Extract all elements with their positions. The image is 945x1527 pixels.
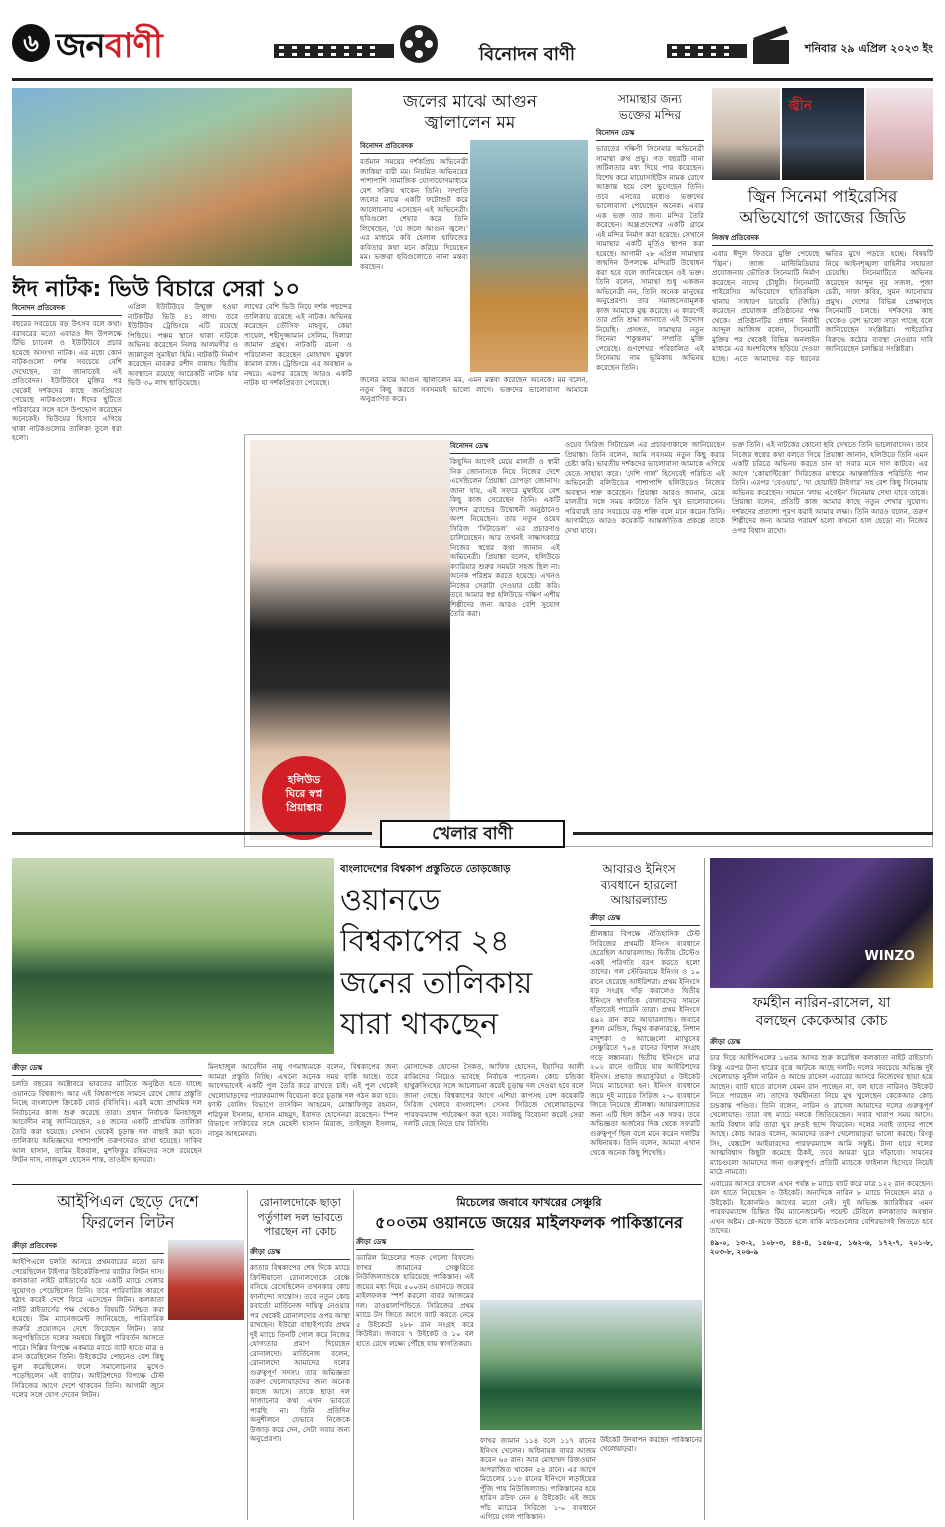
litton-headline bbox=[12, 1192, 244, 1234]
mom-headline-line-2: জ্বালালেন মম bbox=[424, 113, 516, 134]
priyanka-body-col-1: কিছুদিন আগেই মেয়ে মালতী ও স্বামী নিক জোনাসকে নিয়ে নিজের দেশে এসেছিলেন প্রিয়াঙ্কা চোপড়া জোনাস। জানা যায়, এই সফরে মুম্বাইয়ে বেশ কিছু কাজ সেরেছেন তিনি। একটি ফ্যাশন ব্র্যান্ডের উদ্বোধনী অনুষ্ঠানেও অংশ নিয়েছেন। তার নতুন ওয়েব সিরিজ ‘সিটাডেল’ এর প্রচারণাও চালিয়েছেন। আর তখনই সাক্ষাৎকারে নিজের স্বপ্নের কথা জানান এই অভিনেত্রী। প্রিয়াঙ্কা বলেন, হলিউডে ক্যারিয়ার শুরুর সময়টা সহজ ছিল না। অনেক পরিশ্রম করতে হয়েছে। এখনও নিজের সেরাটা দেওয়ার চেষ্টা করি। তবে আমার স্বপ্ন হলিউডে দক্ষিণ এশীয় শিল্পীদের জন্য আরও বেশি সুযোগ তৈরি করা। bbox=[450, 457, 560, 618]
kkr-body-more: এবারের আসরে রাসেল এখন পর্যন্ত ৮ ম্যাচে ব্যাট করে মাত্র ১২২ রান করেছেন। বল হাতে নিয়েছেন ৩ উইকেট। অন্যদিকে নারিন ৮ ম্যাচে নিয়েছেন মাত্র ৫ উইকেট। ইকোনমিও আগের মতো নেই। দুই অভিজ্ঞ ক্যারিবীয়র এমন পারফরম্যান্সে চিন্তিত টিম ম্যানেজমেন্ট। পয়েন্ট টেবিলে কলকাতার অবস্থান এখন অষ্টম। প্লে-অফে উঠতে হলে বাকি ম্যাচগুলোর বেশিরভাগই জিততে হবে তাদের। bbox=[710, 1178, 933, 1235]
jinn-poster-title: জ্বীন bbox=[788, 98, 812, 114]
logo bbox=[12, 20, 262, 64]
priyanka-body-col-2: ওয়েব সিরিজ সিটাডেল এর প্রচারণাকালে জানিয়েছেন প্রিয়াঙ্কা। তিনি বলেন, আমি সবসময় নতুন কিছু করার চেষ্টা করি। ভারতীয় দর্শকদের ভালোবাসা আমাকে এগিয়ে যেতে সাহায্য করে। ‘দেশি গার্ল’ হিসেবেই পরিচিত এই অভিনেত্রী বলিউডের পাশাপাশি হলিউডেও নিজের অবস্থান শক্ত করেছেন। প্রিয়াঙ্কা আরও জানান, মেয়ে মালতীর সঙ্গে সময় কাটাতে তিনি খুব ভালোবাসেন। পরিবারই তার সবচেয়ে বড় শক্তি বলে মনে করেন তিনি। আগামীতে আরও কয়েকটি আন্তর্জাতিক প্রকল্পে তাকে দেখা যাবে। bbox=[565, 440, 725, 535]
sports-section-title: খেলার বাণী bbox=[380, 820, 565, 848]
ronaldo-headline-line-2: পর্তুগাল দল ভাবতে bbox=[257, 1210, 343, 1224]
jinn-headline-line-1: জ্বিন সিনেমা পাইরেসির bbox=[747, 187, 898, 206]
worldcup-body-col-2: মিনহাজুল আবেদীন নান্নু গণমাধ্যমকে বলেন, বিশ্বকাপের জন্য আমরা প্রস্তুতি নিচ্ছি। এখনো অনেক সময় বাকি আছে। তবে আগেভাগেই একটি পুল তৈরি করে রাখতে চাই। এই পুল থেকেই খেলোয়াড়দের পারফরম্যান্স বিবেচনা করে চূড়ান্ত দল গঠন করা হবে। ফাস্ট বোলিং বিভাগে তাসকিন আহমেদ, মোস্তাফিজুর রহমান, শরিফুল ইসলাম, হাসান মাহমুদ, ইবাদত হোসেনরা রয়েছেন। স্পিন বিভাগে সাকিবের সঙ্গে মেহেদী হাসান মিরাজ, তাইজুল ইসলাম, নাসুম আহমেদরা। bbox=[208, 1062, 398, 1138]
ireland-headline-line-1: আবারও ইনিংস bbox=[602, 862, 676, 876]
mom-photo bbox=[470, 140, 588, 372]
jinn-actress-photo bbox=[866, 88, 933, 180]
pakistan-body-col-1: ড্যারিল মিচেলের শতক গেলো বিফলে। ফাখর জামানের সেঞ্চুরিতে নিউজিল্যান্ডকে হারিয়েছে পাকিস্তান। এই জয়ের মধ্য দিয়ে ৫০০তম ওয়ানডে জয়ের মাইলফলক স্পর্শ করলো বাবর আজমের দল। রাওয়ালপিন্ডিতে সিরিজের প্রথম ম্যাচে টস জিতে আগে ব্যাট করতে নেমে ৫ উইকেটে ২৮৮ রান সংগ্রহ করে কিউইরা। জবাবে ৭ উইকেট ও ১০ বল হাতে রেখে লক্ষ্যে পৌঁছে যায় স্বাগতিকরা। bbox=[356, 1253, 474, 1348]
logo-name-part-1: জন bbox=[56, 26, 105, 66]
worldcup-photo bbox=[12, 858, 334, 1054]
temple-headline bbox=[596, 92, 704, 123]
clapperboard-icon bbox=[667, 24, 792, 66]
mom-body-bottom: জলের মাঝে আগুন জ্বালালেন মম, এমন মন্তব্য করেছেন অনেকে। মম বলেন, নতুন কিছু করতে সবসময়ই ভালো লাগে। ভক্তদের ভালোবাসা আমাকে অনুপ্রাণিত করে। bbox=[360, 375, 588, 403]
temple-body: ভারতের দক্ষিণী সিনেমার অভিনেত্রী সামান্থা রুথ প্রভু। গত বছরটি নানা জটিলতার মধ্য দিয়ে পার করেছেন। বিশেষ করে মায়োসাইটিস নামক রোগে আক্রান্ত হয়ে বেশ ভুগেছেন তিনি। তবে এসবের মধ্যেও ভক্তদের ভালোবাসা পেয়েছেন অনেক। এবার এক ভক্ত তার জন্য মন্দির তৈরি করেছেন। অন্ধ্রপ্রদেশের একটি গ্রামে এই মন্দির নির্মাণ করা হয়েছে। সেখানে সামান্থার একটি মূর্তিও স্থাপন করা হয়েছে। আগামী ২৮ এপ্রিল সামান্থার জন্মদিন উপলক্ষে মন্দিরটি উদ্বোধন করা হবে বলে জানিয়েছেন ওই ভক্ত। তিনি বলেন, সামান্থা শুধু একজন অভিনেত্রী নন, তিনি অনেক মানুষের অনুপ্রেরণা। তার সমাজসেবামূলক কাজ আমাকে মুগ্ধ করেছে। এ কারণেই তার প্রতি শ্রদ্ধা জানাতে এই উদ্যোগ নিয়েছি। প্রসঙ্গত, সামান্থার নতুন সিনেমা ‘শকুন্তলম’ সম্প্রতি মুক্তি পেয়েছে। গুণশেখর পরিচালিত এই সিনেমায় নাম ভূমিকায় অভিনয় করেছেন তিনি। bbox=[596, 144, 704, 372]
litton-body: আইপিএলে চলতি আসরে প্রথমবারের মতো ডাক পেয়েছিলেন টাইগার উইকেটকিপার ব্যাটার লিটন দাস। কলকাতা নাইট রাইডার্সের হয়ে একটি ম্যাচে খেলার সুযোগও পেয়েছিলেন তিনি। তবে পারিবারিক কারণে হঠাৎ করেই দেশে ফিরে এসেছেন লিটন। কলকাতা নাইট রাইডার্সের পক্ষ থেকেও বিষয়টি নিশ্চিত করা হয়েছে। টিম ম্যানেজমেন্ট জানিয়েছে, পারিবারিক জরুরি প্রয়োজনে দেশে ফিরেছেন লিটন। তার অনুপস্থিতিতে দলের সমন্বয়ে কিছুটা পরিবর্তন আসতে পারে। দিল্লির বিপক্ষে একমাত্র ম্যাচে ব্যাট হাতে মাত্র ৪ রান করেছিলেন তিনি। উইকেটের পেছনেও বেশ কিছু ভুল করেছিলেন। ফলে সমালোচনার মুখেও পড়েছিলেন এই ব্যাটার। আইরিশদের বিপক্ষে টেস্ট সিরিজের আগে দেশে থাকবেন তিনি। আগামী জুনে দলের সঙ্গে যোগ দেবেন লিটন। bbox=[12, 1257, 164, 1399]
eid-byline: বিনোদন প্রতিবেদক bbox=[12, 302, 122, 316]
priyanka-badge-line-2: ঘিরে স্বপ্ন bbox=[285, 788, 323, 801]
priyanka-body-col-3: ভক্ত তিনি। এই নাটকের কোনো ছবি দেখতে তিনি ভালোবাসেন। তবে নিজের স্বপ্নের কথা বলতে গিয়ে প্রিয়াঙ্কা জানান, হলিউডে তিনি এমন একটি চরিত্রে অভিনয় করতে চান যা সবার মনে দাগ কাটবে। এর আগে ‘কোয়ান্টিকো’ সিরিজের মাধ্যমে আন্তর্জাতিক পরিচিতি পান তিনি। এরপর ‘বেওয়াচ’, ‘দ্য হোয়াইট টাইগার’ সহ বেশ কিছু সিনেমায় অভিনয় করেছেন। সামনে ‘লাভ এগেইন’ সিনেমায় দেখা যাবে তাকে। প্রিয়াঙ্কা বলেন, প্রতিটি কাজ আমার কাছে নতুন শেখার সুযোগ। দর্শকদের প্রত্যাশা পূরণ করাই আমার লক্ষ্য। তিনি আরও বলেন, তরুণ শিল্পীদের জন্য আমার পরামর্শ হলো কখনো হাল ছেড়ো না। নিজের ওপর বিশ্বাস রাখো। bbox=[732, 440, 928, 535]
ireland-byline: ক্রীড়া ডেস্ক bbox=[590, 912, 700, 926]
worldcup-byline: ক্রীড়া ডেস্ক bbox=[12, 1062, 202, 1076]
worldcup-kicker: বাংলাদেশের বিশ্বকাপ প্রস্তুতিতে তোড়জোড় bbox=[340, 864, 511, 875]
section-title: বিনোদন বাণী bbox=[478, 44, 576, 65]
pakistan-kicker: মিচেলের জবাবে ফাখরের সেঞ্চুরি bbox=[456, 1196, 602, 1209]
masthead bbox=[12, 10, 933, 80]
jinn-body: এবার ঈদুল ফিতরে মুক্তি পেয়েছে ‘জ্বিন’। জাজ মাল্টিমিডিয়ার প্রযোজনায় ভৌতিক সিনেমাটি নির্মাণ করেছেন নাদের চৌধুরী। সিনেমাটি পাইরেসির অভিযোগে হাতিরঝিল থানায় সাধারণ ডায়েরি (জিডি) করেছেন প্রযোজক প্রতিষ্ঠানের পক্ষ থেকে। প্রতিষ্ঠানটির প্রধান নির্বাহী আব্দুল আজিজ বলেন, সিনেমাটি মুক্তির পর থেকেই বিভিন্ন অনলাইন মাধ্যমে এর অংশবিশেষ ছড়িয়ে দেওয়া হচ্ছে। এতে আমাদের বড় ধরনের ক্ষতির মুখে পড়তে হচ্ছে। বিষয়টি নিয়ে আইনশৃঙ্খলা বাহিনীর সহায়তা চেয়েছি। সিনেমাটিতে অভিনয় করেছেন আব্দুন নূর সজল, পূজা চেরী, সাফা কবির, সুমন আনোয়ার প্রমুখ। দেশের বিভিন্ন প্রেক্ষাগৃহে সিনেমাটি চলছে। দর্শকদের কাছ থেকেও বেশ ভালো সাড়া পাচ্ছে বলে জানিয়েছেন সংশ্লিষ্টরা। পাইরেসির বিরুদ্ধে কঠোর ব্যবস্থা নেওয়ার দাবি জানিয়েছেন চলচ্চিত্র সংশ্লিষ্টরা। bbox=[712, 249, 933, 363]
eid-body-col-2: এপ্রিল ইউটিউবে উন্মুক্ত হওয়া নাটকটির ভিউ ৪১ লাখ। তবে ইউটিউব ট্রেন্ডিংয়ে এটি রয়েছে পিছিয়ে। পঞ্চম স্থানে থাকা নাটকে অভিনয় করেছেন নিলয় আলমগীর ও জান্নাতুল সুমাইয়া হিমি। নাটকটি নির্মাণ করেছেন মাবরুর রশীদ বান্নাহ। দ্বিতীয় অবস্থানে রয়েছে আরেকটি নাটক যার ভিউ ৩০ লাখ ছাড়িয়েছে। bbox=[128, 302, 238, 387]
eid-body-col-3: লাখের বেশি ভিউ নিয়ে দর্শক পছন্দের তালিকায় রয়েছে এই নাটক। অভিনয় করেছেন তৌসিফ মাহবুব, কেয়া পায়েল, শহীদুজ্জামান সেলিম, দিলারা জামান প্রমুখ। নাটকটি রচনা ও পরিচালনা করেছেন মোহাম্মদ মুস্তফা কামাল রাজ। ট্রেন্ডিংয়ে এর অবস্থান ৬ নম্বরে। এরপর রয়েছে আরও একটি নাটক যা দর্শকপ্রিয়তা পেয়েছে। bbox=[244, 302, 352, 387]
litton-byline: ক্রীড়া প্রতিবেদক bbox=[12, 1240, 164, 1254]
ronaldo-headline-line-1: রোনালদোকে ছাড়া bbox=[259, 1196, 341, 1209]
priyanka-badge-line-3: প্রিয়াঙ্কার bbox=[286, 802, 322, 815]
jinn-actor-photo bbox=[712, 88, 780, 180]
ronaldo-byline: ক্রীড়া ডেস্ক bbox=[250, 1246, 350, 1260]
kkr-jersey-text: WINZO bbox=[864, 949, 915, 964]
mom-headline bbox=[360, 92, 580, 135]
logo-name-part-2: বাণী bbox=[104, 26, 162, 66]
kkr-photo bbox=[710, 858, 933, 988]
issue-date: শনিবার ২৯ এপ্রিল ২০২৩ ইং bbox=[804, 42, 933, 55]
priyanka-badge-line-1: হলিউড bbox=[287, 774, 321, 786]
film-reel-icon bbox=[274, 24, 449, 66]
column-divider bbox=[704, 858, 705, 1520]
masthead-rule bbox=[12, 78, 933, 81]
kkr-fall-of-wickets: ৪৯-০, ১৩-২, ১০৮-৩, ৪৪-৪, ১৫৬-৫, ১৬২-৬, ১৭২-৭, ২০১-৮, ২০৩-৮, ২০৬-৯ bbox=[710, 1237, 933, 1256]
mom-byline: বিনোদন প্রতিবেদক bbox=[360, 140, 468, 154]
temple-byline: বিনোদন ডেস্ক bbox=[596, 127, 704, 141]
sports-rule-left bbox=[12, 832, 372, 835]
litton-headline-line-2: ফিরলেন লিটন bbox=[81, 1212, 175, 1232]
mom-headline-line-1: জলের মাঝে আগুন bbox=[403, 92, 537, 112]
worldcup-headline: ওয়ানডে বিশ্বকাপের ২৪ জনের তালিকায় যারা থাকছেন bbox=[340, 883, 533, 1043]
column-divider bbox=[353, 1190, 354, 1520]
lower-rule bbox=[12, 1184, 702, 1185]
kkr-byline: ক্রীড়া ডেস্ক bbox=[710, 1036, 933, 1050]
eid-body-col-1: বছরের সবচেয়ে বড় উৎসব বলে কথা। বরাবরের মতো এবারও ঈদ উপলক্ষে টিভি চ্যানেল ও ইউটিউবে প্রচার হয়েছে অসংখ্য নাটক। এর মধ্যে কোন নাটকগুলো দর্শক সবচেয়ে বেশি দেখেছেন, তা জানাতেই এই প্রতিবেদন। ইউটিউবে মুক্তির পর থেকেই দর্শকদের কাছে জনপ্রিয়তা পেয়েছে নাটকগুলো। ঈদের ছুটিতে পরিবারের সঙ্গে বসে উপভোগ করেছেন অনেকেই। ভিউয়ের হিসাবে এগিয়ে থাকা নাটকগুলোর তালিকা তুলে ধরা হলো। bbox=[12, 319, 122, 442]
ireland-headline bbox=[580, 862, 698, 909]
ireland-headline-line-3: আয়ারল্যান্ড bbox=[610, 893, 668, 908]
temple-headline-line-2: ভক্তের মন্দির bbox=[618, 107, 682, 122]
eid-drama-photo bbox=[12, 88, 352, 266]
ronaldo-headline-line-3: পারছেন না কোচ bbox=[263, 1225, 337, 1239]
pakistan-photo bbox=[480, 1300, 702, 1430]
ireland-headline-line-2: ব্যবধানে হারলো bbox=[600, 877, 678, 892]
jinn-headline-line-2: অভিযোগে জাজের জিডি bbox=[739, 208, 906, 228]
pakistan-caption: উইকেট উদযাপন করছেন পাকিস্তানের খেলোয়াড়রা। bbox=[600, 1436, 702, 1453]
worldcup-body-col-3: মোসাদ্দেক হোসেন সৈকত, আফিফ হোসেন, ইয়াসির আলী রাব্বিদের নিয়েও ভাবছে নির্বাচক প্যানেল। কোচ চন্ডিকা হাথুরুসিংহের সঙ্গে আলোচনা করেই চূড়ান্ত দল দেওয়া হবে বলে জানা গেছে। বিশ্বকাপের আগে এশিয়া কাপসহ বেশ কয়েকটি সিরিজ খেলবে বাংলাদেশ। সেসব সিরিজে খেলোয়াড়দের পারফরম্যান্স পর্যবেক্ষণ করা হবে। সবকিছু বিবেচনা করেই সেরা দলটি বেছে নিতে চায় বিসিবি। bbox=[404, 1062, 584, 1128]
priyanka-badge bbox=[262, 756, 346, 840]
worldcup-body-col-1: চলতি বছরের অক্টোবরে ভারতের মাটিতে অনুষ্ঠিত হতে যাচ্ছে ওয়ানডে বিশ্বকাপ। আর এই বিশ্বকাপকে সামনে রেখে জোর প্রস্তুতি নিচ্ছে বাংলাদেশ ক্রিকেট বোর্ড (বিসিবি)। এরই মধ্যে প্রাথমিক দল নির্বাচনের কাজ শুরু করেছে তারা। প্রধান নির্বাচক মিনহাজুল আবেদীন নান্নু জানিয়েছেন, ২৪ জনের একটি প্রাথমিক তালিকা তৈরি করা হয়েছে। সেখান থেকেই চূড়ান্ত দল বাছাই করা হবে। তালিকায় অভিজ্ঞদের পাশাপাশি তরুণদেরও রাখা হয়েছে। সাকিব আল হাসান, তামিম ইকবাল, মুশফিকুর রহিমদের সঙ্গে রয়েছেন লিটন দাস, নাজমুল হোসেন শান্ত, তাওহীদ হৃদয়রা। bbox=[12, 1079, 202, 1164]
jinn-poster bbox=[782, 88, 864, 180]
kkr-body: চার দিয়ে আইপিএলের ১৬তম আসর শুরু করেছিল কলকাতা নাইট রাইডার্স। কিন্তু এরপর টানা হারের বৃত্তে আটকে আছে দলটি। দলের সবচেয়ে অভিজ্ঞ দুই খেলোয়াড় সুনীল নারিন ও আন্দ্রে রাসেল এবারের আসরে নিজেদের ছায়া হয়ে আছেন। ব্যাট হাতে রাসেল যেমন রান পাচ্ছেন না, বল হাতে নারিনও উইকেট নিতে পারছেন না। তাদের ফর্মহীনতা নিয়ে মুখ খুলেছেন কেকেআর কোচ চন্দ্রকান্ত পণ্ডিত। তিনি বলেন, নারিন ও রাসেল আমাদের দলের গুরুত্বপূর্ণ খেলোয়াড়। তারা বহু ম্যাচে দলকে জিতিয়েছেন। সবার খারাপ সময় আসে। আমি বিশ্বাস করি তারা খুব দ্রুতই ছন্দে ফিরবেন। দলের সবাই তাদের পাশে আছে। কোচ আরও বলেন, আমাদের তরুণ খেলোয়াড়রা ভালো করছে। রিংকু সিং, বেঙ্কটেশ আইয়ারদের পারফরম্যান্সে আমি সন্তুষ্ট। টানা হারে দলের আত্মবিশ্বাস কিছুটা কমেছে ঠিকই, তবে আমরা ঘুরে দাঁড়াবো। সামনের ম্যাচগুলো আমাদের জন্য গুরুত্বপূর্ণ। প্রতিটি ম্যাচকে ফাইনাল হিসেবে নিয়েই মাঠে নামবো। bbox=[710, 1053, 933, 1176]
sports-rule-right bbox=[573, 832, 933, 835]
kkr-headline bbox=[710, 994, 933, 1030]
pakistan-body-col-2: ফাখর জামান ১১৪ বলে ১১৭ রানের ইনিংস খেলেন। অধিনায়ক বাবর আজম করেন ৬৫ রান। আর মোহাম্মদ রিজওয়ান অপরাজিত থাকেন ৫৪ রানে। এর আগে মিচেলের ১১৩ রানের ইনিংসে লড়াইয়ের পুঁজি পায় নিউজিল্যান্ড। পাকিস্তানের হয়ে হারিস রউফ নেন ৪ উইকেট। এই জয়ে পাঁচ ম্যাচের সিরিজে ১-০ ব্যবধানে এগিয়ে গেল পাকিস্তান। bbox=[480, 1436, 596, 1520]
litton-headline-line-1: আইপিএল ছেড়ে দেশে bbox=[57, 1192, 199, 1211]
logo-badge: ৬ bbox=[12, 24, 50, 62]
ronaldo-headline bbox=[250, 1196, 350, 1240]
jinn-byline: নিজস্ব প্রতিবেদক bbox=[712, 232, 933, 246]
temple-headline-line-1: সামান্থার জন্য bbox=[618, 92, 682, 106]
column-divider bbox=[247, 1190, 248, 1520]
ronaldo-body: কাতার বিশ্বকাপের শেষ দিকে ম্যাচে ক্রিস্টিয়ানো রোনালদোকে বেঞ্চে বসিয়ে রেখেছিলেন তখনকার কোচ ফার্নান্দো সান্তোস। তবে নতুন কোচ রবার্তো মার্তিনেজ দায়িত্ব নেওয়ার পর থেকেই রোনালদোর ওপর আস্থা রাখছেন। ইউরো বাছাইপর্বের প্রথম দুই ম্যাচে তিনটি গোল করে নিজের যোগ্যতার প্রমাণ দিয়েছেন রোনালদো। মার্তিনেজ বলেন, রোনালদো আমাদের দলের গুরুত্বপূর্ণ সদস্য। তার অভিজ্ঞতা তরুণ খেলোয়াড়দের জন্য অনেক কাজে আসে। তাকে ছাড়া দল সাজানোর কথা এখন ভাবতে পারছি না। তিনি প্রতিদিন অনুশীলনে যেভাবে নিজেকে উজাড় করে দেন, সেটা সবার জন্য অনুপ্রেরণা। bbox=[250, 1263, 350, 1443]
jinn-headline bbox=[712, 186, 933, 228]
litton-photo bbox=[168, 1240, 244, 1320]
priyanka-byline: বিনোদন ডেস্ক bbox=[450, 440, 560, 454]
mom-body: বর্তমান সময়ের দর্শকপ্রিয় অভিনেত্রী জাকিয়া বারী মম। নিয়মিত অভিনয়ের পাশাপাশি সামাজিক যোগাযোগমাধ্যমে বেশ সক্রিয় থাকেন তিনি। সম্প্রতি জলের মাঝে একটি ফটোশুট করে আলোচনায় এসেছেন এই অভিনেত্রী। ছবিগুলো শেয়ার করে তিনি লিখেছেন, ‘যে জলে আগুন জ্বলে।’ এর মাধ্যমে কবি হেলাল হাফিজের কবিতার কথা মনে করিয়ে দিয়েছেন মম। ভক্তরা ছবিগুলোতে নানা মন্তব্য করছেন। bbox=[360, 157, 468, 271]
pakistan-headline: ৫০০তম ওয়ানডে জয়ের মাইলফলক পাকিস্তানের bbox=[375, 1213, 683, 1232]
pakistan-byline: ক্রীড়া ডেস্ক bbox=[356, 1236, 474, 1250]
ireland-body: শ্রীলঙ্কার বিপক্ষে ঐতিহাসিক টেস্ট সিরিজের প্রথমটি ইনিংস ব্যবধানে হেরেছিল আয়ারল্যান্ড। দ্বিতীয় টেস্টেও একই পরিণতি বরণ করতে হলো তাদের। গল স্টেডিয়ামে ইনিংস ও ১০ রানে হেরেছে আইরিশরা। প্রথম ইনিংসে বড় সংগ্রহ দাঁড় করালেও দ্বিতীয় ইনিংসে স্বাগতিক বোলারদের সামনে দাঁড়াতেই পারেনি তারা। প্রথম ইনিংসে ৪৯২ রান করে আয়ারল্যান্ড। জবাবে কুশল মেন্ডিস, দিমুথ করুনারত্নে, নিশান মাদুশকা ও অ্যাঞ্জেলো ম্যাথুসের সেঞ্চুরিতে ৭০৪ রানের বিশাল সংগ্রহ গড়ে লঙ্কানরা। দ্বিতীয় ইনিংসে মাত্র ২০২ রানে গুটিয়ে যায় আইরিশদের ইনিংস। প্রভাত জয়াসুরিয়া ৫ উইকেট নিয়ে ম্যাচসেরা হন। ইনিংস ব্যবধানে জয়ে দুই ম্যাচের সিরিজ ২-০ ব্যবধানে জিতে নিয়েছে শ্রীলঙ্কা। আয়ারল্যান্ডের জন্য এটি ছিল কঠিন এক সফর। তবে অভিজ্ঞতা অর্জনের দিক থেকে সফরটি গুরুত্বপূর্ণ ছিল বলে মনে করেন দলটির অধিনায়ক। তিনি বলেন, আমরা এখান থেকে অনেক কিছু শিখেছি। bbox=[590, 929, 700, 1157]
kkr-headline-line-1: ফর্মহীন নারিন-রাসেল, যা bbox=[752, 995, 891, 1011]
eid-headline: ঈদ নাটক: ভিউ বিচারে সেরা ১০ bbox=[12, 277, 300, 302]
kkr-headline-line-2: বলছেন কেকেআর কোচ bbox=[755, 1013, 888, 1030]
